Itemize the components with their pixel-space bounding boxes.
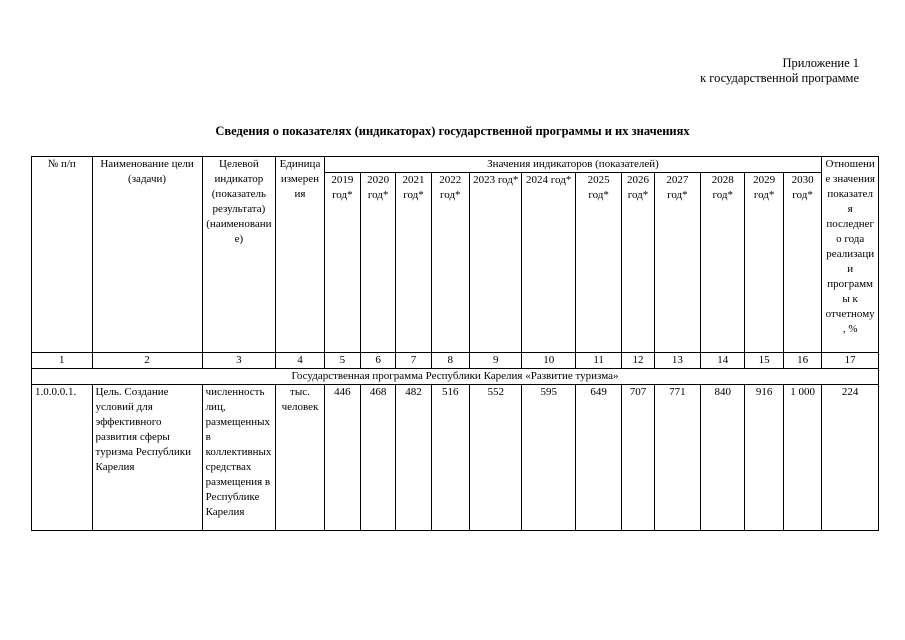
column-number: 15 (745, 353, 783, 369)
column-number: 10 (522, 353, 575, 369)
header-year: 2025 год* (575, 173, 621, 353)
row-value: 446 (324, 385, 360, 531)
appendix-line-1: Приложение 1 (782, 56, 859, 70)
row-value: 840 (701, 385, 745, 531)
header-year: 2028 год* (701, 173, 745, 353)
column-number: 9 (469, 353, 521, 369)
column-number: 5 (324, 353, 360, 369)
row-unit: тыс. человек (276, 385, 324, 531)
row-value: 707 (622, 385, 654, 531)
header-year: 2026 год* (622, 173, 654, 353)
column-number: 11 (575, 353, 621, 369)
column-numbers-row (32, 353, 879, 369)
row-value: 482 (396, 385, 431, 531)
header-year: 2019 год* (324, 173, 360, 353)
section-title: Государственная программа Республики Карелия «Развитие туризма» (32, 369, 879, 385)
header-year: 2024 год* (522, 173, 575, 353)
header-year: 2029 год* (745, 173, 783, 353)
header-goal: Наименование цели (задачи) (92, 157, 202, 353)
column-number: 7 (396, 353, 431, 369)
header-row-1 (32, 157, 879, 173)
row-indicator: численность лиц, размещенных в коллективных средствах размещения в Республике Карелия (202, 385, 276, 531)
header-num: № п/п (32, 157, 93, 353)
table-row (32, 385, 879, 531)
header-unit: Единица измерения (276, 157, 324, 353)
column-number: 14 (701, 353, 745, 369)
column-number: 8 (431, 353, 469, 369)
column-number: 12 (622, 353, 654, 369)
row-value: 771 (654, 385, 700, 531)
header-year: 2030 год* (783, 173, 821, 353)
row-value: 916 (745, 385, 783, 531)
indicators-table (31, 156, 879, 531)
column-number: 16 (783, 353, 821, 369)
column-number: 13 (654, 353, 700, 369)
header-year: 2023 год* (469, 173, 521, 353)
header-year: 2027 год* (654, 173, 700, 353)
column-number: 2 (92, 353, 202, 369)
column-number: 4 (276, 353, 324, 369)
header-year: 2021 год* (396, 173, 431, 353)
header-values-group: Значения индикаторов (показателей) (324, 157, 822, 173)
document-title: Сведения о показателях (индикаторах) государственной программы и их значениях (215, 124, 690, 138)
row-value: 649 (575, 385, 621, 531)
header-year: 2022 год* (431, 173, 469, 353)
row-number: 1.0.0.0.1. (32, 385, 93, 531)
row-value: 516 (431, 385, 469, 531)
header-year: 2020 год* (361, 173, 396, 353)
column-number: 3 (202, 353, 276, 369)
appendix-note (700, 56, 859, 86)
section-row (32, 369, 879, 385)
row-goal: Цель. Создание условий для эффективного развития сферы туризма Республики Карелия (92, 385, 202, 531)
column-number: 17 (822, 353, 879, 369)
row-value: 468 (361, 385, 396, 531)
appendix-line-2: к государственной программе (700, 71, 859, 85)
row-value: 1 000 (783, 385, 821, 531)
row-ratio: 224 (822, 385, 879, 531)
header-indicator: Целевой индикатор (показатель результата) (наименование) (202, 157, 276, 353)
column-number: 6 (361, 353, 396, 369)
row-value: 595 (522, 385, 575, 531)
header-ratio: Отношение значения показателя последнего года реализации программы к отчетному, % (822, 157, 879, 353)
row-value: 552 (469, 385, 521, 531)
column-number: 1 (32, 353, 93, 369)
